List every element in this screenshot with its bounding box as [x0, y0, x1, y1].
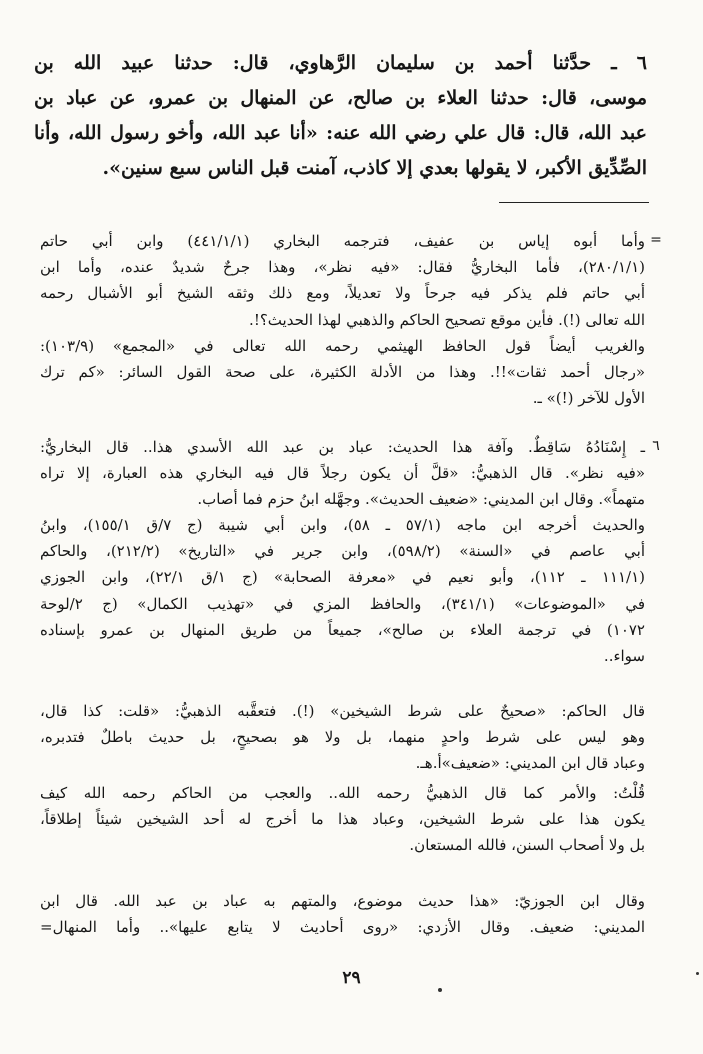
footnote-line: أبي حاتم فلم يذكر فيه جرحاً ولا تعديلاً، ومع ذلك وثقه الشيخ أبو الأشبال رحمه [40, 284, 645, 303]
hadith-line: ٦ ـ حدَّثنا أحمد بن سليمان الرَّهاوي، قال: حدثنا عبيد الله بن [34, 52, 647, 74]
footnote-6-para-5 [40, 888, 645, 940]
footnote-line: يكون هذا على شرط الشيخين، وعباد هذا ما أخرج له أحد الشيخين شيئاً إطلاقاً، [40, 810, 645, 829]
footnote-line: متهماً». وقال ابن المديني: «ضعيف الحديث». وجهَّله ابنُ حزم فما أصاب. [197, 490, 645, 509]
footnote-line: ـ إِسْنَادُهُ سَاقِطٌ. وآفة هذا الحديث: عباد بن عبد الله الأسدي هذا.. قال البخاريُّ: [40, 438, 645, 456]
hadith-line: موسى، قال: حدثنا العلاء بن صالح، عن المنهال بن عمرو، عن عباد بن [34, 87, 647, 109]
footnote-6-para-2 [40, 512, 645, 669]
hadith-text [34, 46, 647, 186]
footnote-line: وأما أبوه إياس بن عفيف، فترجمه البخاري (٤٤١/١/١) وابن أبي حاتم [40, 232, 645, 250]
footnote-line: «فيه نظر». قال الذهبيُّ: «قلَّ أن يكون رجلاً قال فيه البخاري هذه العبارة، إلا تراه [40, 464, 645, 483]
footnote-line: وعباد قال ابن المديني: «ضعيف»أ.هـ. [415, 754, 645, 773]
continuation-marker: = [650, 232, 662, 248]
footnote-line: والحديث أخرجه ابن ماجه (٥٧/١ ـ ٥٨)، وابن أبي شيبة (ج ٧/ق ١٥٥/١)، وابنُ [40, 516, 645, 534]
footnote-line: بل ولا أصحاب السنن، فالله المستعان. [409, 836, 645, 855]
footnote-6-para-1 [40, 434, 645, 513]
footnote-line: المديني: ضعيف. وقال الأزدي: «روى أحاديث لا يتابع عليها».. وأما المنهال= [40, 918, 645, 937]
footnote-line: في «الموضوعات» (٣٤١/١)، والحافظ المزي في «تهذيب الكمال» (ج ٢/لوحة [40, 594, 645, 613]
footnote-line: (٢٨٠/١/١)، فأما البخاريُّ فقال: «فيه نظر»، وهذا جرحٌ شديدٌ عنده، وأما ابن [40, 258, 645, 277]
hadith-line: الصِّدِّيق الأكبر، لا يقولها بعدي إلا كاذب، آمنت قبل الناس سبع سنين». [102, 157, 647, 179]
footnote-line: (١١١/١ ـ ١١٢)، وأبو نعيم في «معرفة الصحابة» (ج ١/ق ٢٢/١)، وابن الجوزي [40, 568, 646, 587]
footnote-line: والغريب أيضاً قول الحافظ الهيثمي رحمه الله تعالى في «المجمع» (١٠٣/٩): [40, 336, 645, 355]
footnote-line: الله تعالى (!). فأين موقع تصحيح الحاكم والذهبي لهذا الحديث؟!. [249, 310, 645, 329]
footnote-continuation [40, 228, 645, 411]
footnote-line: الأول للآخر (!)» ـ. [532, 389, 645, 408]
footnote-line: وقال ابن الجوزيّ: «هذا حديث موضوع، والمتهم به عباد بن عبد الله. قال ابن [40, 892, 645, 910]
footnote-line: أبي عاصم في «السنة» (٥٩٨/٢)، وابن جرير في «التاريخ» (٢١٢/٢)، والحاكم [40, 542, 645, 561]
page-number: ٢٩ [342, 968, 361, 988]
footnote-line: ١٠٧٢) في ترجمة العلاء بن صالح»، جميعاً من طريق المنهال بن عمرو بإسناده [40, 620, 645, 639]
footnote-6-para-4 [40, 780, 645, 859]
print-speck [438, 988, 442, 992]
hadith-line: عبد الله، قال: قال علي رضي الله عنه: «أنا عبد الله، وأخو رسول الله، وأنا [34, 122, 647, 144]
footnote-line: وهو ليس على شرط واحدٍ منهما، بل ولا هو بصحيحٍ، بل حديث باطلٌ فتدبره، [40, 728, 645, 747]
footnote-separator [499, 202, 649, 203]
footnote-number-6: ٦ [652, 438, 660, 454]
footnote-line: قُلْتُ: والأمر كما قال الذهبيُّ رحمه الله.. والعجب من الحاكم رحمه الله كيف [40, 784, 645, 802]
print-speck [696, 972, 699, 975]
footnote-6-para-3 [40, 698, 645, 777]
footnote-line: قال الحاكم: «صحيحٌ على شرط الشيخين» (!). فتعقَّبه الذهبيُّ: «قلت: كذا قال، [40, 702, 645, 720]
footnote-line: سواء.. [603, 647, 645, 666]
footnote-line: «رجال أحمد ثقات»!!. وهذا من الأدلة الكثيرة، على صحة القول السائر: «كم ترك [40, 363, 645, 382]
